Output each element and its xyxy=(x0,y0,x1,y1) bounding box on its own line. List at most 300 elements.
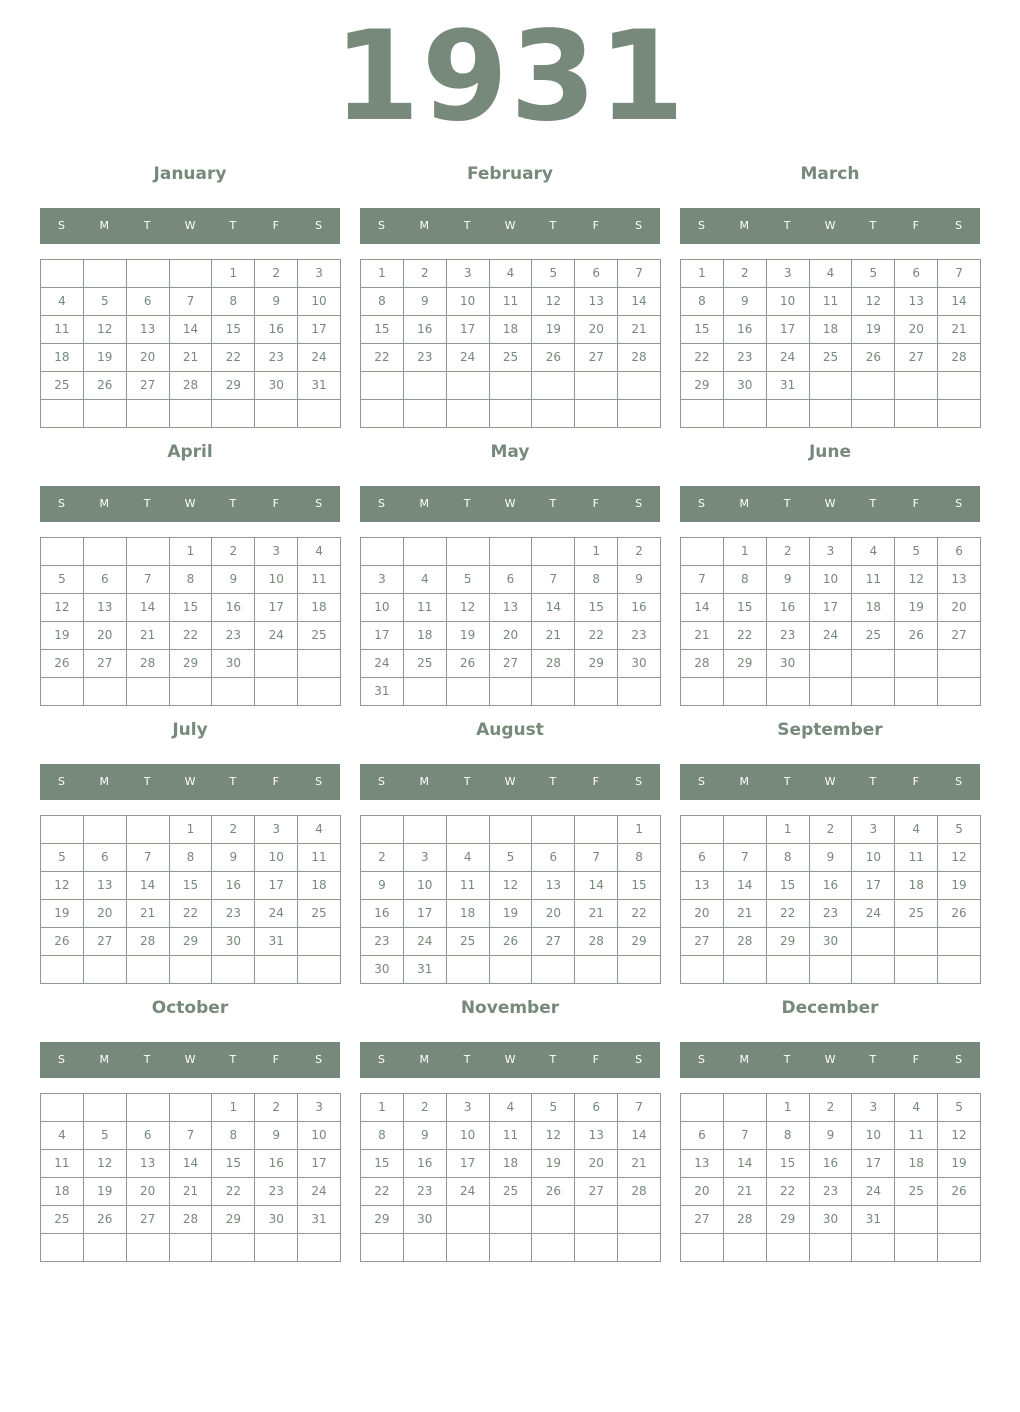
day-cell: 30 xyxy=(724,372,767,400)
day-cell: 13 xyxy=(84,594,127,622)
day-cell xyxy=(532,678,575,706)
day-cell: 19 xyxy=(895,594,938,622)
day-cell xyxy=(852,400,895,428)
day-cell xyxy=(938,650,981,678)
day-cell: 22 xyxy=(681,344,724,372)
day-cell xyxy=(618,372,661,400)
day-cell: 30 xyxy=(767,650,810,678)
day-cell: 23 xyxy=(810,1178,853,1206)
day-cell: 16 xyxy=(212,872,255,900)
day-cell xyxy=(852,650,895,678)
day-cell xyxy=(724,816,767,844)
day-cell: 5 xyxy=(852,260,895,288)
day-cell: 27 xyxy=(532,928,575,956)
weekday-header xyxy=(680,1042,980,1078)
day-cell xyxy=(532,1234,575,1262)
day-cell: 20 xyxy=(84,622,127,650)
day-cell: 6 xyxy=(575,1094,618,1122)
day-cell: 22 xyxy=(361,344,404,372)
day-cell xyxy=(810,650,853,678)
month-name: December xyxy=(781,998,879,1018)
day-cell: 26 xyxy=(84,372,127,400)
day-cell: 26 xyxy=(532,1178,575,1206)
day-cell: 6 xyxy=(490,566,533,594)
day-cell: 16 xyxy=(767,594,810,622)
day-cell: 13 xyxy=(490,594,533,622)
day-cell: 17 xyxy=(852,1150,895,1178)
day-cell xyxy=(84,956,127,984)
day-cell xyxy=(41,1234,84,1262)
day-cell: 8 xyxy=(767,1122,810,1150)
day-cell: 15 xyxy=(767,872,810,900)
day-cell: 1 xyxy=(767,816,810,844)
day-cell: 28 xyxy=(618,1178,661,1206)
day-cell: 21 xyxy=(618,1150,661,1178)
day-cell: 28 xyxy=(724,1206,767,1234)
day-cell xyxy=(84,538,127,566)
day-cell: 19 xyxy=(84,1178,127,1206)
day-cell: 15 xyxy=(170,872,213,900)
weekday-label: W xyxy=(504,775,516,788)
day-cell xyxy=(938,372,981,400)
day-cell xyxy=(895,928,938,956)
day-cell: 17 xyxy=(810,594,853,622)
day-cell: 5 xyxy=(84,288,127,316)
day-cell: 2 xyxy=(618,538,661,566)
weekday-label: S xyxy=(635,1053,643,1066)
day-cell: 9 xyxy=(724,288,767,316)
day-cell: 12 xyxy=(41,872,84,900)
day-cell: 1 xyxy=(724,538,767,566)
day-cell: 29 xyxy=(681,372,724,400)
day-cell: 12 xyxy=(84,316,127,344)
day-cell: 4 xyxy=(490,1094,533,1122)
day-cell: 20 xyxy=(681,900,724,928)
day-cell xyxy=(895,678,938,706)
day-cell xyxy=(170,1234,213,1262)
day-cell: 31 xyxy=(298,1206,341,1234)
day-cell xyxy=(255,956,298,984)
day-cell: 23 xyxy=(255,1178,298,1206)
day-cell: 7 xyxy=(724,1122,767,1150)
day-cell: 24 xyxy=(361,650,404,678)
day-grid xyxy=(360,815,661,984)
day-cell xyxy=(361,538,404,566)
day-cell: 7 xyxy=(532,566,575,594)
weekday-label: M xyxy=(99,775,110,788)
day-cell: 11 xyxy=(895,844,938,872)
day-cell: 1 xyxy=(361,260,404,288)
day-cell: 26 xyxy=(938,900,981,928)
day-cell: 17 xyxy=(767,316,810,344)
weekday-label: T xyxy=(143,497,151,510)
weekday-label: M xyxy=(99,1053,110,1066)
day-cell xyxy=(938,400,981,428)
weekday-label: T xyxy=(229,219,237,232)
day-cell xyxy=(681,1234,724,1262)
day-cell: 12 xyxy=(532,288,575,316)
weekday-label: M xyxy=(419,497,430,510)
day-cell xyxy=(447,1206,490,1234)
day-cell: 17 xyxy=(298,316,341,344)
day-cell: 14 xyxy=(724,872,767,900)
weekday-label: S xyxy=(697,1053,705,1066)
weekday-label: S xyxy=(697,497,705,510)
day-cell: 2 xyxy=(255,260,298,288)
day-cell: 8 xyxy=(170,844,213,872)
day-cell: 21 xyxy=(724,900,767,928)
day-cell: 5 xyxy=(41,844,84,872)
day-cell: 28 xyxy=(681,650,724,678)
day-cell: 10 xyxy=(255,844,298,872)
weekday-label: S xyxy=(377,1053,385,1066)
day-cell xyxy=(810,400,853,428)
weekday-header xyxy=(680,208,980,244)
day-grid xyxy=(40,815,341,984)
day-cell: 30 xyxy=(212,650,255,678)
day-cell: 20 xyxy=(575,1150,618,1178)
weekday-label: W xyxy=(184,1053,196,1066)
weekday-label: S xyxy=(955,219,963,232)
day-cell: 5 xyxy=(895,538,938,566)
day-cell xyxy=(575,956,618,984)
day-cell xyxy=(447,400,490,428)
day-cell xyxy=(681,816,724,844)
day-grid xyxy=(680,259,981,428)
day-cell: 26 xyxy=(41,928,84,956)
day-cell: 30 xyxy=(361,956,404,984)
day-cell: 23 xyxy=(361,928,404,956)
weekday-label: F xyxy=(272,1053,279,1066)
day-cell: 10 xyxy=(361,594,404,622)
day-cell: 16 xyxy=(404,1150,447,1178)
day-cell: 10 xyxy=(447,1122,490,1150)
day-cell: 19 xyxy=(490,900,533,928)
day-cell: 26 xyxy=(532,344,575,372)
day-cell: 17 xyxy=(852,872,895,900)
weekday-label: T xyxy=(143,1053,151,1066)
day-cell xyxy=(361,816,404,844)
day-cell: 4 xyxy=(895,816,938,844)
day-cell: 7 xyxy=(127,844,170,872)
day-cell: 30 xyxy=(810,928,853,956)
day-cell xyxy=(170,400,213,428)
day-cell: 23 xyxy=(810,900,853,928)
day-cell xyxy=(212,678,255,706)
day-cell xyxy=(575,400,618,428)
day-cell: 2 xyxy=(810,816,853,844)
day-cell: 22 xyxy=(767,900,810,928)
day-cell: 13 xyxy=(575,1122,618,1150)
day-cell xyxy=(41,956,84,984)
day-cell xyxy=(127,1094,170,1122)
day-cell: 10 xyxy=(852,844,895,872)
day-grid xyxy=(680,1093,981,1262)
weekday-label: W xyxy=(824,775,836,788)
day-cell xyxy=(404,816,447,844)
weekday-label: T xyxy=(783,219,791,232)
day-cell: 8 xyxy=(575,566,618,594)
day-cell xyxy=(532,372,575,400)
day-cell: 19 xyxy=(41,622,84,650)
day-cell: 8 xyxy=(724,566,767,594)
day-cell: 12 xyxy=(852,288,895,316)
day-cell: 1 xyxy=(170,816,213,844)
day-cell: 26 xyxy=(490,928,533,956)
day-cell: 1 xyxy=(212,1094,255,1122)
day-cell: 22 xyxy=(618,900,661,928)
weekday-label: F xyxy=(592,1053,599,1066)
weekday-header xyxy=(360,764,660,800)
day-cell xyxy=(361,400,404,428)
day-cell xyxy=(490,1234,533,1262)
day-cell: 9 xyxy=(212,844,255,872)
day-cell: 16 xyxy=(404,316,447,344)
day-cell: 12 xyxy=(490,872,533,900)
day-cell: 29 xyxy=(724,650,767,678)
day-cell: 13 xyxy=(127,1150,170,1178)
day-cell xyxy=(575,678,618,706)
day-cell xyxy=(447,678,490,706)
day-cell: 20 xyxy=(84,900,127,928)
day-cell: 14 xyxy=(618,1122,661,1150)
day-cell: 12 xyxy=(84,1150,127,1178)
day-cell: 8 xyxy=(361,288,404,316)
day-cell xyxy=(127,260,170,288)
day-cell: 4 xyxy=(490,260,533,288)
day-cell xyxy=(681,538,724,566)
day-cell: 15 xyxy=(170,594,213,622)
day-cell: 29 xyxy=(575,650,618,678)
weekday-label: M xyxy=(419,219,430,232)
weekday-label: T xyxy=(229,775,237,788)
day-cell xyxy=(618,1234,661,1262)
day-cell xyxy=(810,678,853,706)
weekday-label: W xyxy=(184,775,196,788)
day-cell: 18 xyxy=(41,1178,84,1206)
day-cell: 6 xyxy=(681,844,724,872)
weekday-label: F xyxy=(912,775,919,788)
day-cell: 25 xyxy=(852,622,895,650)
day-cell: 27 xyxy=(938,622,981,650)
day-cell: 4 xyxy=(298,538,341,566)
day-cell: 15 xyxy=(767,1150,810,1178)
day-cell: 13 xyxy=(127,316,170,344)
day-cell: 19 xyxy=(532,316,575,344)
day-cell: 29 xyxy=(618,928,661,956)
day-cell: 17 xyxy=(404,900,447,928)
day-cell: 28 xyxy=(127,650,170,678)
day-cell: 21 xyxy=(170,1178,213,1206)
day-cell: 5 xyxy=(490,844,533,872)
day-cell: 11 xyxy=(298,566,341,594)
day-cell: 20 xyxy=(490,622,533,650)
day-cell: 21 xyxy=(724,1178,767,1206)
day-cell: 28 xyxy=(170,372,213,400)
day-cell: 13 xyxy=(532,872,575,900)
day-cell: 31 xyxy=(298,372,341,400)
day-cell: 8 xyxy=(618,844,661,872)
day-cell xyxy=(127,400,170,428)
weekday-header xyxy=(40,1042,340,1078)
day-cell xyxy=(84,1094,127,1122)
day-cell: 13 xyxy=(84,872,127,900)
day-cell: 23 xyxy=(724,344,767,372)
day-cell: 30 xyxy=(618,650,661,678)
weekday-label: S xyxy=(955,775,963,788)
day-cell: 21 xyxy=(127,900,170,928)
weekday-label: M xyxy=(419,775,430,788)
day-cell: 7 xyxy=(618,1094,661,1122)
weekday-label: T xyxy=(229,497,237,510)
day-cell: 16 xyxy=(618,594,661,622)
weekday-label: S xyxy=(57,775,65,788)
day-cell: 5 xyxy=(938,1094,981,1122)
day-cell: 29 xyxy=(361,1206,404,1234)
day-cell: 25 xyxy=(490,344,533,372)
day-cell xyxy=(298,400,341,428)
day-cell: 27 xyxy=(895,344,938,372)
day-cell xyxy=(618,678,661,706)
weekday-label: M xyxy=(739,775,750,788)
day-cell: 4 xyxy=(404,566,447,594)
weekday-label: W xyxy=(824,1053,836,1066)
day-cell: 2 xyxy=(810,1094,853,1122)
day-cell: 4 xyxy=(447,844,490,872)
weekday-label: T xyxy=(143,219,151,232)
day-cell: 5 xyxy=(938,816,981,844)
day-cell: 19 xyxy=(447,622,490,650)
day-cell: 12 xyxy=(447,594,490,622)
day-cell: 24 xyxy=(404,928,447,956)
weekday-label: S xyxy=(635,775,643,788)
day-cell: 20 xyxy=(127,344,170,372)
weekday-label: T xyxy=(549,1053,557,1066)
weekday-label: T xyxy=(869,219,877,232)
day-cell xyxy=(490,678,533,706)
day-cell: 17 xyxy=(361,622,404,650)
month-name: April xyxy=(167,442,213,462)
day-cell xyxy=(170,1094,213,1122)
day-cell: 16 xyxy=(724,316,767,344)
weekday-label: M xyxy=(99,219,110,232)
weekday-label: T xyxy=(549,775,557,788)
day-cell: 26 xyxy=(852,344,895,372)
day-cell: 28 xyxy=(127,928,170,956)
weekday-label: S xyxy=(635,219,643,232)
day-cell: 21 xyxy=(170,344,213,372)
day-cell: 9 xyxy=(810,844,853,872)
day-cell: 18 xyxy=(810,316,853,344)
day-cell: 18 xyxy=(895,872,938,900)
weekday-label: W xyxy=(504,1053,516,1066)
day-cell: 6 xyxy=(895,260,938,288)
day-cell: 31 xyxy=(255,928,298,956)
day-cell: 24 xyxy=(255,622,298,650)
month-name: January xyxy=(153,164,227,184)
day-cell: 8 xyxy=(170,566,213,594)
day-cell: 5 xyxy=(84,1122,127,1150)
day-cell xyxy=(447,372,490,400)
weekday-header xyxy=(680,764,980,800)
day-cell: 15 xyxy=(361,1150,404,1178)
day-cell: 10 xyxy=(852,1122,895,1150)
month-name: August xyxy=(476,720,544,740)
day-cell: 24 xyxy=(298,344,341,372)
day-cell xyxy=(810,956,853,984)
day-cell xyxy=(938,1234,981,1262)
day-cell xyxy=(127,956,170,984)
month-name: March xyxy=(800,164,860,184)
weekday-label: S xyxy=(697,219,705,232)
day-cell: 24 xyxy=(767,344,810,372)
weekday-label: S xyxy=(57,219,65,232)
day-cell: 5 xyxy=(447,566,490,594)
weekday-label: T xyxy=(463,1053,471,1066)
day-cell: 1 xyxy=(212,260,255,288)
day-cell: 4 xyxy=(810,260,853,288)
day-cell: 4 xyxy=(298,816,341,844)
day-cell xyxy=(575,816,618,844)
day-cell: 14 xyxy=(127,594,170,622)
day-cell xyxy=(895,650,938,678)
weekday-label: T xyxy=(783,497,791,510)
day-cell: 26 xyxy=(895,622,938,650)
day-cell xyxy=(447,1234,490,1262)
day-cell: 14 xyxy=(575,872,618,900)
day-cell: 19 xyxy=(84,344,127,372)
day-cell: 22 xyxy=(724,622,767,650)
day-cell: 3 xyxy=(447,1094,490,1122)
day-cell xyxy=(895,372,938,400)
day-cell: 24 xyxy=(810,622,853,650)
day-cell: 9 xyxy=(767,566,810,594)
day-cell xyxy=(41,816,84,844)
day-cell: 24 xyxy=(852,1178,895,1206)
day-cell xyxy=(447,816,490,844)
day-cell: 30 xyxy=(255,1206,298,1234)
day-cell: 26 xyxy=(84,1206,127,1234)
day-cell: 12 xyxy=(895,566,938,594)
day-cell: 2 xyxy=(404,260,447,288)
day-cell: 9 xyxy=(361,872,404,900)
day-cell: 8 xyxy=(361,1122,404,1150)
day-cell: 6 xyxy=(681,1122,724,1150)
day-cell: 16 xyxy=(212,594,255,622)
day-cell: 21 xyxy=(938,316,981,344)
day-cell: 4 xyxy=(895,1094,938,1122)
day-cell xyxy=(532,400,575,428)
day-grid xyxy=(40,537,341,706)
day-cell: 20 xyxy=(681,1178,724,1206)
day-cell: 16 xyxy=(810,1150,853,1178)
day-cell: 20 xyxy=(895,316,938,344)
day-grid xyxy=(360,259,661,428)
day-cell xyxy=(490,956,533,984)
day-cell: 17 xyxy=(298,1150,341,1178)
day-cell: 21 xyxy=(575,900,618,928)
day-cell: 19 xyxy=(532,1150,575,1178)
day-cell: 25 xyxy=(298,622,341,650)
day-cell: 5 xyxy=(532,260,575,288)
day-cell: 15 xyxy=(212,316,255,344)
day-cell: 21 xyxy=(127,622,170,650)
day-cell xyxy=(895,1234,938,1262)
day-cell: 20 xyxy=(938,594,981,622)
month-name: May xyxy=(490,442,530,462)
day-cell xyxy=(852,372,895,400)
day-cell xyxy=(618,1206,661,1234)
